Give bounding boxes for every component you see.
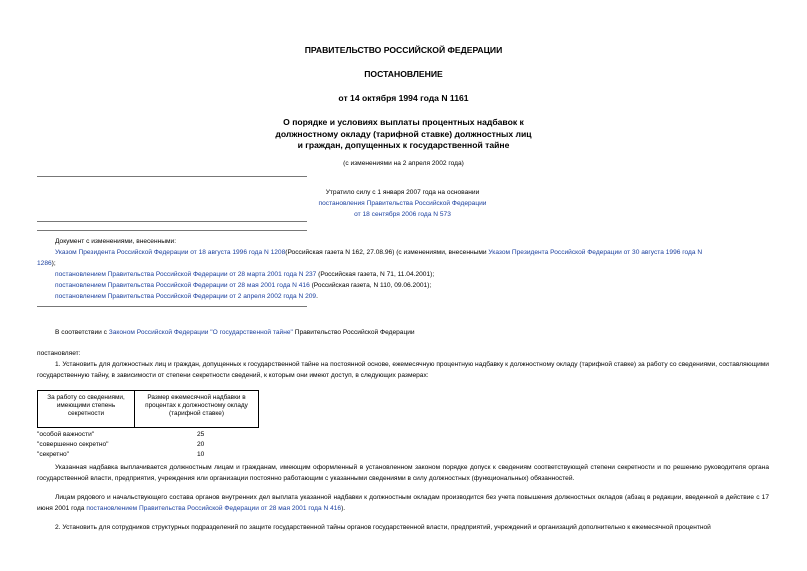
invalidation-line: Утратило силу с 1 января 2007 года на основании [325,189,480,196]
rate-percent: 10 [197,451,205,458]
amendment-text: (Российская газета, N 71, 11.04.2001); [316,271,435,278]
table-header-row [38,391,259,428]
document-title-line: должностному окладу (тарифной ставке) должностных лиц [275,128,532,139]
rate-row [37,450,217,461]
document-title [0,117,807,152]
document-title-line: и граждан, допущенных к государственной тайне [297,140,510,150]
rate-row [37,430,217,441]
rate-percent: 20 [197,441,205,448]
rates-table [37,390,259,428]
amendment-text: ); [51,260,56,267]
amendment-item [55,291,318,302]
government-heading: ПРАВИТЕЛЬСТВО РОССИЙСКОЙ ФЕДЕРАЦИИ [304,45,503,55]
amendment-link[interactable]: 1286 [37,260,52,267]
table-header-cell: За работу со сведениями, имеющими степень секретности [38,391,135,428]
divider [37,176,307,177]
point-2: 2. Установить для сотрудников структурных подразделений по защите государственной тайны органов государственной власти, предприятий, учреждений и организаций дополнительно к ежемесячной процентной [55,524,711,531]
rate-row [37,440,217,451]
document-date-number: от 14 октября 1994 года N 1161 [338,93,469,103]
table-header-cell: Размер ежемесячной надбавки в процентах к должностному окладу (тарифной ставке) [135,391,259,428]
amendment-text: . [316,293,318,300]
amendment-link[interactable]: Указом Президента Российской Федерации от 30 августа 1996 года N [488,249,703,256]
internal-affairs-paragraph [37,492,769,514]
amendment-item [55,269,434,280]
divider [37,221,307,222]
amendment-item [37,247,769,269]
amendment-link[interactable]: постановлением Правительства Российской Федерации от 2 апреля 2002 года N 209 [55,293,317,300]
amendment-text: (Российская газета, N 110, 09.06.2001); [309,282,432,289]
amendments-intro: Документ с изменениями, внесенными: [55,238,177,245]
document-type: ПОСТАНОВЛЕНИЕ [364,69,443,79]
divider [37,306,307,307]
preamble [55,327,415,338]
point-1: 1. Установить для должностных лиц и граждан, допущенных к государственной тайне на постоянной основе, ежемесячную процентную надбавку к должностному окладу (тарифной ставке) за работу со сведениями, составляющими государственную тайну, в зависимости от степени секретности сведений, к которым они имеют доступ, в следующих размерах: [37,361,769,379]
invalidation-note [295,187,510,220]
rate-degree: "особой важности" [37,431,95,438]
divider [37,230,307,231]
amendment-link[interactable]: постановлением Правительства Российской Федерации от 28 марта 2001 года N 237 [55,271,317,278]
amendment-link[interactable]: Указом Президента Российской Федерации от 18 августа 1996 года N 1208 [55,249,286,256]
rate-degree: "совершенно секретно" [37,441,109,448]
paragraph-text: Лицам рядового и начальствующего состава органов внутренних дел выплата указанной надбавки к должностным окладам производится без учета повышения должностных окладов (абзац в редакции, введенной в действие с 17 июня 2001 года [37,494,769,512]
amended-note: (с изменениями на 2 апреля 2002 года) [343,160,464,167]
amendment-link[interactable]: постановлением Правительства Российской Федерации от 28 мая 2001 года N 416 [86,505,342,512]
paragraph-text: ). [341,505,346,512]
invalidation-link[interactable]: от 18 сентября 2006 года N 573 [354,211,451,218]
rate-degree: "секретно" [37,451,69,458]
rate-percent: 25 [197,431,205,438]
resolves-word: постановляет: [37,350,81,357]
preamble-text: В соответствии с [55,329,109,336]
law-link[interactable]: Законом Российской Федерации "О государственной тайне" [108,329,293,336]
document-title-line: О порядке и условиях выплаты процентных надбавок к [283,117,524,127]
allowance-paragraph: Указанная надбавка выплачивается должностным лицам и гражданам, имеющим оформленный в установленном законом порядке допуск к сведениям соответствующей степени секретности и по решению руководителя органа государственной власти, предприятия, учреждения или организации постоянно работающим с указанными сведениями в силу должностных (функциональных) обязанностей. [37,464,769,482]
preamble-text: Правительство Российской Федерации [292,329,415,336]
invalidation-link[interactable]: постановления Правительства Российской Федерации [318,200,487,207]
amendment-link[interactable]: постановлением Правительства Российской Федерации от 28 мая 2001 года N 416 [55,282,310,289]
amendment-text: (Российская газета N 162, 27.08.96) (с изменениями, внесенными [285,249,489,256]
amendment-item [55,280,431,291]
